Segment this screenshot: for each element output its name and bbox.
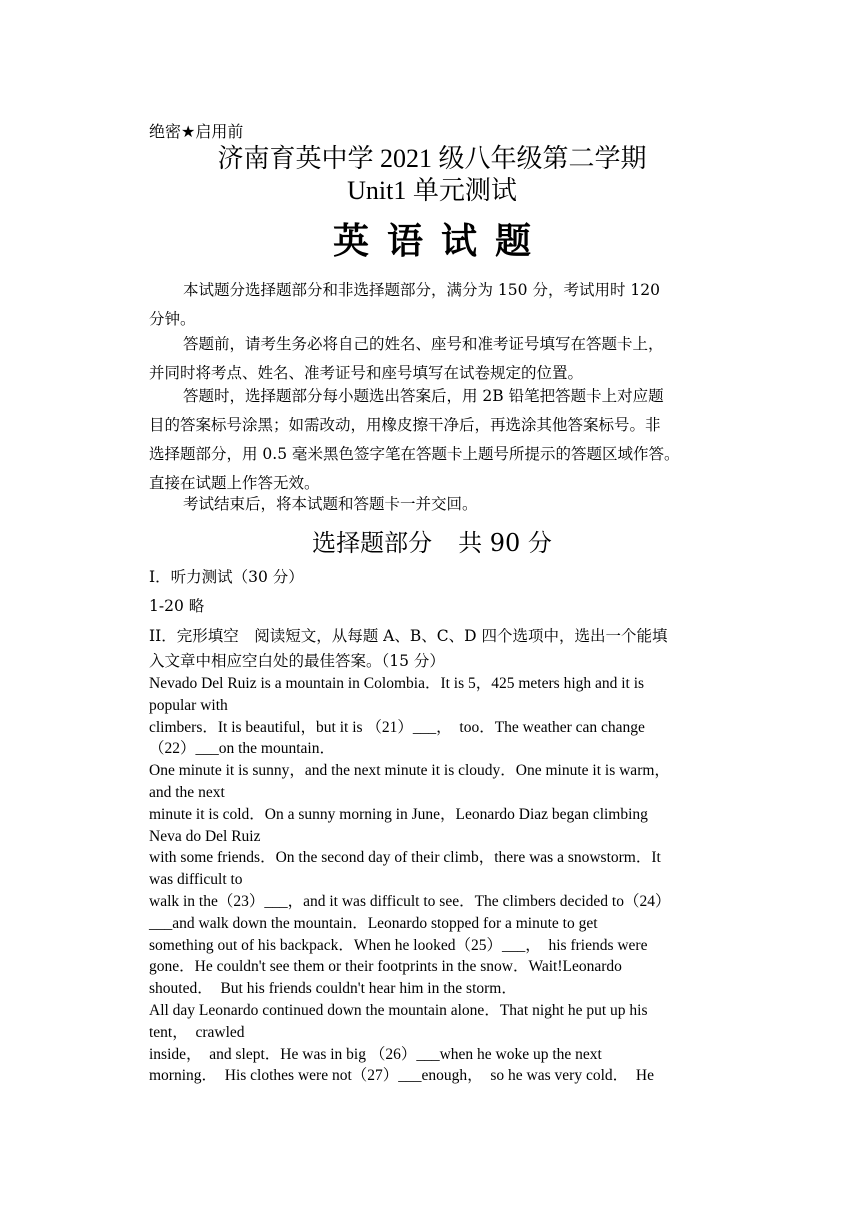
passage-line: All day Leonardo continued down the mountain alone．That night he put up his [149,1001,648,1019]
instruction-4 [149,490,715,519]
school-title: 济南育英中学 2021 级八年级第二学期 [217,144,647,173]
passage-line: climbers．It is beautiful，but it is （21）___， too．The weather can change [149,718,645,736]
instruction-3-line-1: 答题时，选择题部分每小题选出答案后，用 2B 铅笔把答题卡上对应题 [183,387,664,405]
passage-line: was difficult to [149,871,243,889]
instruction-3-line-2: 目的答案标号涂黑；如需改动，用橡皮擦干净后，再选涂其他答案标号。非 [149,416,661,434]
section-title [149,527,715,559]
instruction-2 [149,330,715,388]
passage-line: One minute it is sunny，and the next minute it is cloudy．One minute it is warm， [149,762,670,780]
passage-line: morning． His clothes were not（27）___enough， so he was very cold． He [149,1067,654,1085]
instruction-3-line-3: 选择题部分，用 0.5 毫米黑色签字笔在答题卡上题号所提示的答题区域作答。 [149,445,680,463]
passage-line: shouted． But his friends couldn't hear him in the storm． [149,980,517,998]
passage-line: tent， crawled [149,1023,245,1041]
listening-note: 1-20 略 [149,597,205,615]
section-title-part-1: 选择题部分 [312,529,433,557]
cloze-heading-line-2: 入文章中相应空白处的最佳答案。（15 分） [149,652,445,670]
subject-title: 英语试题 [332,221,549,262]
passage-line: gone．He couldn't see them or their footprints in the snow．Wait!Leonardo [149,958,622,976]
passage-line: Neva do Del Ruiz [149,827,261,845]
section-title-part-2: 共 90 分 [458,529,552,557]
passage-line: Nevado Del Ruiz is a mountain in Colombia．It is 5，425 meters high and it is [149,675,645,692]
instruction-1-line-1: 本试题分选择题部分和非选择题部分，满分为 150 分，考试用时 120 [183,281,660,299]
passage-line: ___and walk down the mountain．Leonardo stopped for a minute to get [149,914,598,932]
confidential-label: 绝密★启用前 [149,122,244,141]
instruction-2-line-1: 答题前，请考生务必将自己的姓名、座号和准考证号填写在答题卡上， [183,335,664,353]
passage-line: something out of his backpack．When he looked（25）___， his friends were [149,936,648,954]
instruction-1 [149,276,715,334]
passage-line: （22）___on the mountain． [149,740,335,758]
passage-line: with some friends．On the second day of their climb，there was a snowstorm．It [149,849,661,867]
instruction-4-line-1: 考试结束后，将本试题和答题卡一并交回。 [183,495,478,513]
cloze-passage [149,673,715,1087]
passage-line: popular with [149,696,228,714]
listening-heading: I．听力测试（30 分） [149,568,304,586]
cloze-heading-line-1: II．完形填空 阅读短文，从每题 A、B、C、D 四个选项中，选出一个能填 [149,627,668,645]
passage-line: inside， and slept．He was in big （26）___when he woke up the next [149,1045,602,1063]
passage-line: and the next [149,783,225,801]
instruction-3 [149,382,715,498]
passage-line: walk in the（23）___，and it was difficult to see．The climbers decided to（24） [149,892,671,910]
unit-title: Unit1 单元测试 [347,176,517,205]
instruction-1-line-2: 分钟。 [149,310,196,328]
instruction-2-line-2: 并同时将考点、姓名、准考证号和座号填写在试卷规定的位置。 [149,364,584,382]
passage-line: minute it is cold．On a sunny morning in June，Leonardo Diaz began climbing [149,805,648,823]
instruction-3-line-4: 直接在试题上作答无效。 [149,474,320,492]
